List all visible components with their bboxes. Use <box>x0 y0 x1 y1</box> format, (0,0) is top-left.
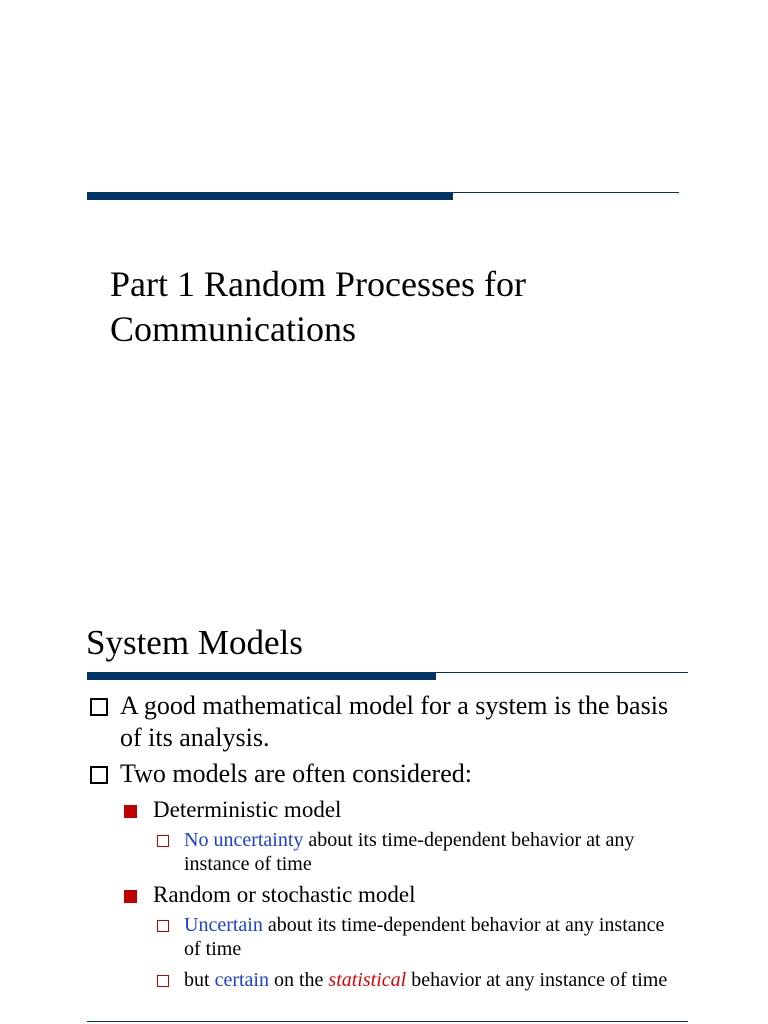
red-square-bullet-icon <box>124 805 137 818</box>
sub-bullet-text: behavior at any instance of time <box>406 969 668 991</box>
model-label: Random or stochastic model <box>153 882 416 907</box>
emphasis-term: statistical <box>328 969 407 991</box>
sub-bullet-text: but <box>184 969 215 991</box>
sub-bullet-text: about its time-dependent behavior at any instance of time <box>184 914 665 960</box>
title-rule-thin <box>453 192 679 193</box>
hollow-square-bullet-icon <box>90 766 108 784</box>
red-square-bullet-icon <box>124 890 137 903</box>
highlight-term: certain <box>214 969 269 991</box>
system-models-slide <box>0 590 768 1024</box>
slide-title: System Models <box>86 623 303 662</box>
title-rule-thick <box>87 672 436 680</box>
sub-bullet <box>184 968 684 992</box>
title-rule-thin <box>436 672 688 673</box>
sub-bullet-text: on the <box>268 969 329 991</box>
model-label: Deterministic model <box>153 797 342 822</box>
sub-bullet-text: about its time-dependent behavior at any instance of time <box>184 829 635 875</box>
bullet-text: Two models are often considered: <box>120 759 472 788</box>
red-hollow-square-bullet-icon <box>157 835 169 847</box>
highlight-term: No uncertainty <box>184 829 304 851</box>
sub-bullet <box>184 913 684 961</box>
red-hollow-square-bullet-icon <box>157 975 169 987</box>
slide-title: Part 1 Random Processes for Communications <box>110 264 526 349</box>
sub-bullet <box>184 828 684 876</box>
highlight-term: Uncertain <box>184 914 263 936</box>
footer-rule <box>87 1021 688 1022</box>
title-rule-thick <box>87 192 453 200</box>
red-hollow-square-bullet-icon <box>157 920 169 932</box>
hollow-square-bullet-icon <box>90 698 108 716</box>
bullet-text: A good mathematical model for a system is the basis of its analysis. <box>120 691 669 752</box>
